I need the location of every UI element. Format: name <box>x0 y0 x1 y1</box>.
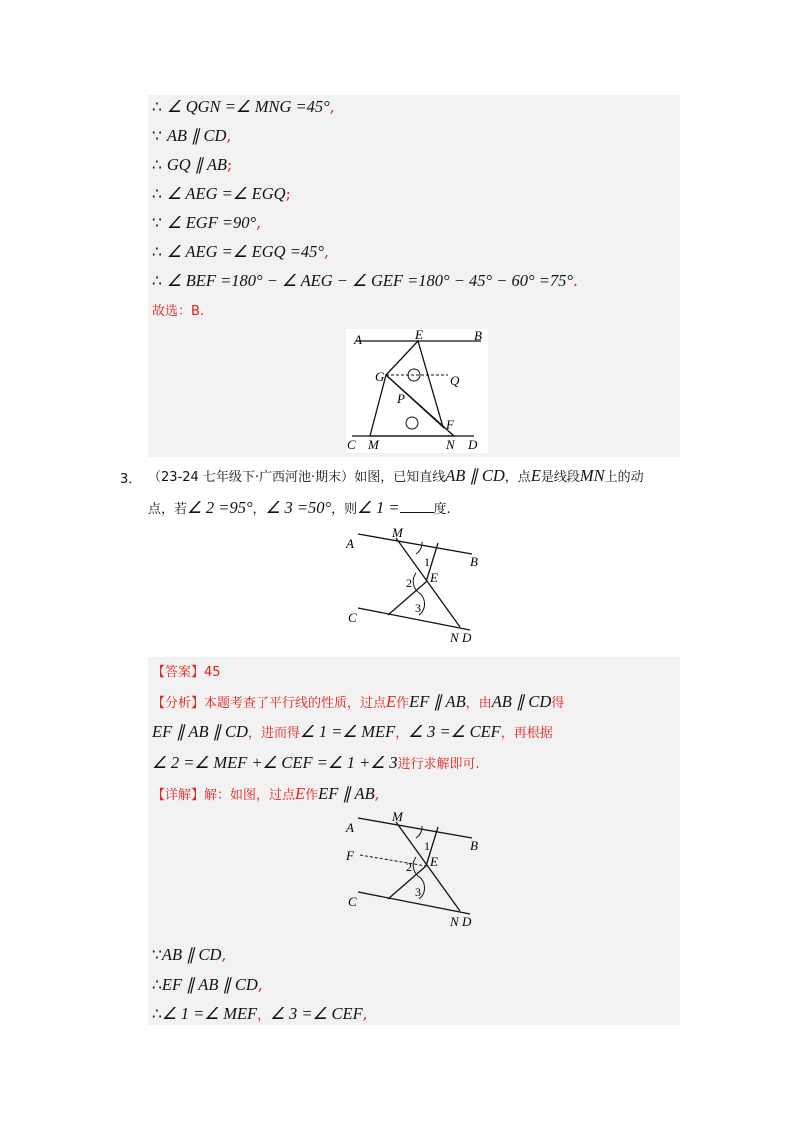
fig3-label-C: C <box>348 894 357 909</box>
fig1-label-E: E <box>415 329 423 342</box>
detail-line: 【详解】解：如图，过点E作EF ∥ AB, <box>152 784 380 803</box>
fig3-label-1: 1 <box>424 839 430 853</box>
fig2-label-1: 1 <box>424 555 430 569</box>
fig3-label-3: 3 <box>415 885 421 899</box>
solution-line-4: ∴ ∠ AEG =∠ EGQ; <box>152 184 291 203</box>
fig2-label-E: E <box>430 570 438 585</box>
solution-line-6: ∴ ∠ AEG =∠ EGQ =45°, <box>152 242 329 261</box>
question-line-2: 点，若∠ 2 =95°，∠ 3 =50°，则∠ 1 = 度. <box>148 498 451 517</box>
fig1-label-M: M <box>368 437 379 452</box>
solution-line-3: ∴ GQ ∥ AB; <box>152 155 233 174</box>
fig3-label-2: 2 <box>406 860 412 874</box>
geometry-figure-3 <box>340 810 490 934</box>
fig2-label-2: 2 <box>406 576 412 590</box>
fig2-label-B: B <box>470 554 478 569</box>
detail-step-3: ∴∠ 1 =∠ MEF，∠ 3 =∠ CEF, <box>152 1004 368 1023</box>
fig3-label-D: D <box>462 914 472 929</box>
fig2-label-M: M <box>392 526 403 540</box>
fig1-label-N: N <box>446 437 455 452</box>
analysis-line-3: ∠ 2 =∠ MEF +∠ CEF =∠ 1 +∠ 3进行求解即可. <box>152 753 480 772</box>
question-line-1: （23-24 七年级下·广西河池·期末）如图，已知直线AB ∥ CD，点E是线段MN上的动 <box>148 466 644 485</box>
fig2-label-3: 3 <box>415 601 421 615</box>
solution-line-2: ∵ AB ∥ CD, <box>152 126 232 145</box>
detail-step-2: ∴EF ∥ AB ∥ CD, <box>152 975 263 994</box>
geometry-figure-1 <box>346 329 488 453</box>
fig1-label-C: C <box>347 437 356 452</box>
fig1-label-F: F <box>446 417 454 432</box>
fig3-label-E: E <box>430 854 438 869</box>
solution-line-5: ∵ ∠ EGF =90°, <box>152 213 262 232</box>
geometry-figure-2 <box>340 526 490 650</box>
fig2-label-D: D <box>462 630 472 645</box>
solution-line-1: ∴ ∠ QGN =∠ MNG =45°, <box>152 97 335 116</box>
solution-line-7: ∴ ∠ BEF =180° − ∠ AEG − ∠ GEF =180° − 45° − 60° =75°. <box>152 271 578 290</box>
fig3-label-A: A <box>346 820 354 835</box>
choice-line: 故选：B. <box>152 304 205 319</box>
fig3-label-F: F <box>346 848 354 863</box>
fig3-label-B: B <box>470 838 478 853</box>
fig1-label-B: B <box>474 329 482 343</box>
answer-blank <box>400 498 434 513</box>
question-number: 3． <box>120 472 142 487</box>
analysis-line-2: EF ∥ AB ∥ CD，进而得∠ 1 =∠ MEF，∠ 3 =∠ CEF，再根据 <box>152 722 553 741</box>
answer-line: 【答案】45 <box>152 665 221 680</box>
fig1-label-G: G <box>375 369 385 384</box>
fig1-label-P: P <box>397 391 405 406</box>
fig2-label-A: A <box>346 536 354 551</box>
fig3-label-N: N <box>450 914 459 929</box>
fig2-label-C: C <box>348 610 357 625</box>
fig3-label-M: M <box>392 810 403 824</box>
detail-step-1: ∵AB ∥ CD, <box>152 945 227 964</box>
analysis-line-1: 【分析】本题考查了平行线的性质，过点E作EF ∥ AB，由AB ∥ CD得 <box>152 692 565 711</box>
fig1-label-Q: Q <box>450 373 460 388</box>
fig1-label-D: D <box>468 437 478 452</box>
fig2-label-N: N <box>450 630 459 645</box>
fig1-label-A: A <box>354 332 362 347</box>
